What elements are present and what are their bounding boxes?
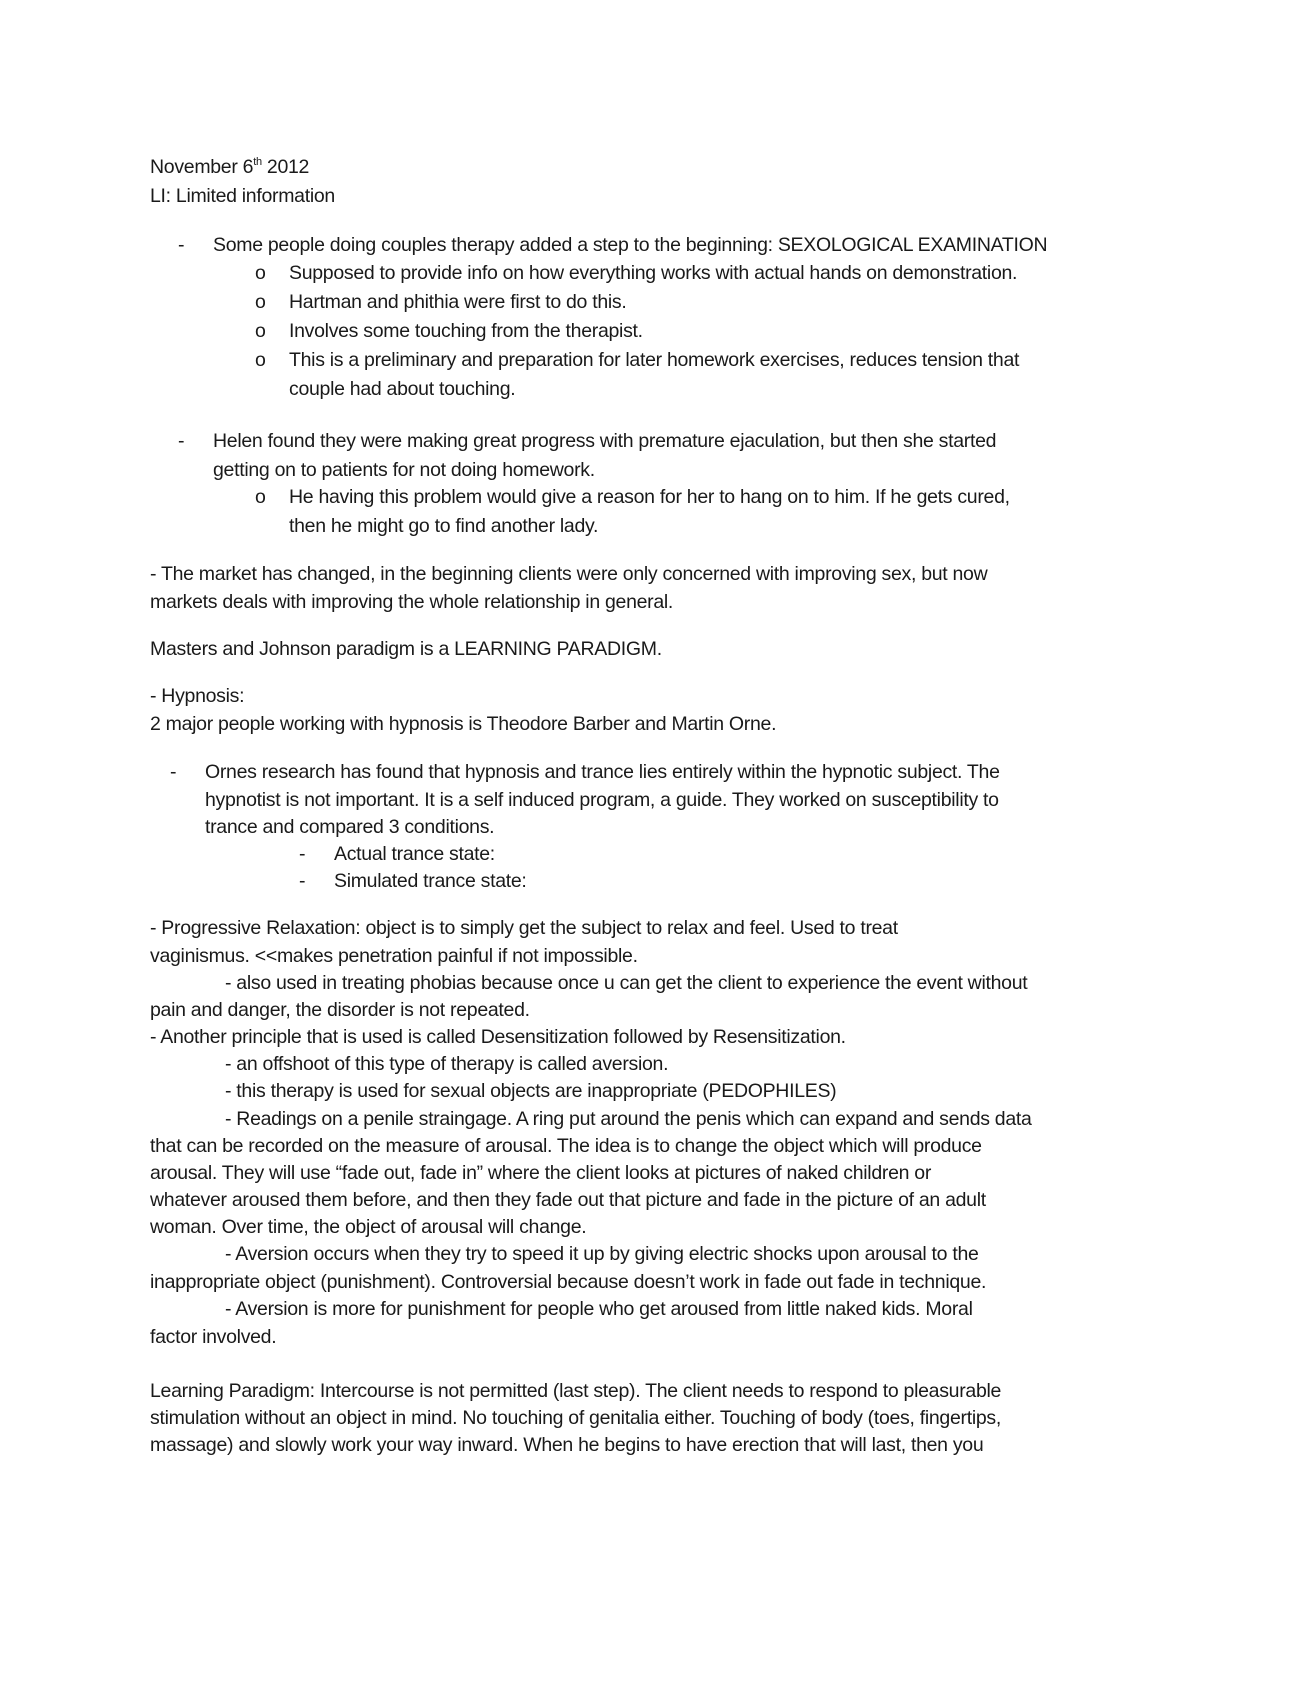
helen-line: getting on to patients for not doing homework. [213,459,595,481]
paragraph-line: inappropriate object (punishment). Controversial because doesn’t work in fade out fade in technique. [150,1271,987,1293]
paragraph-line: - Aversion is more for punishment for people who get aroused from little naked kids. Moral [225,1298,973,1320]
paragraph-line: vaginismus. <<makes penetration painful if not impossible. [150,945,638,967]
sexological-exam-line: Some people doing couples therapy added a step to the beginning: SEXOLOGICAL EXAMINATION [213,234,1048,256]
circle-bullet: o [255,262,266,284]
paragraph-line: - Progressive Relaxation: object is to simply get the subject to relax and feel. Used to treat [150,917,898,939]
date-superscript: th [253,156,262,168]
dash-bullet: - [178,234,185,256]
date-text: November 6 [150,156,254,178]
circle-bullet: o [255,291,266,313]
paragraph-line: - this therapy is used for sexual objects are inappropriate (PEDOPHILES) [225,1080,837,1102]
paragraph-line: markets deals with improving the whole relationship in general. [150,591,674,613]
ornes-line: hypnotist is not important. It is a self induced program, a guide. They worked on susceptibility to [205,789,999,811]
sub-bullet-text: Supposed to provide info on how everything works with actual hands on demonstration. [289,262,1018,284]
hypnosis-heading: - Hypnosis: [150,685,245,707]
paragraph-line: - Another principle that is used is called Desensitization followed by Resensitization. [150,1026,846,1048]
paragraph-line: that can be recorded on the measure of arousal. The idea is to change the object which will produce [150,1135,982,1157]
dash-bullet: - [299,843,306,865]
paragraph-line: - an offshoot of this type of therapy is called aversion. [225,1053,669,1075]
sub-bullet-text: Involves some touching from the therapist. [289,320,643,342]
paragraph-line: factor involved. [150,1326,277,1348]
paragraph-line: 2 major people working with hypnosis is Theodore Barber and Martin Orne. [150,713,777,735]
sub-bullet-text: He having this problem would give a reason for her to hang on to him. If he gets cured, [289,486,1010,508]
dash-bullet: - [178,430,185,452]
sub-bullet-text: then he might go to find another lady. [289,515,599,537]
sub-bullet-text: This is a preliminary and preparation for later homework exercises, reduces tension that [289,349,1020,371]
paragraph-line: Learning Paradigm: Intercourse is not permitted (last step). The client needs to respond to pleasurable [150,1380,1002,1402]
ornes-line: Ornes research has found that hypnosis and trance lies entirely within the hypnotic subject. The [205,761,1000,783]
condition-text: Simulated trance state: [334,870,527,892]
sub-bullet-text: Hartman and phithia were first to do this. [289,291,627,313]
li-line: LI: Limited information [150,185,335,207]
date-line [150,153,309,181]
paragraph-line: Masters and Johnson paradigm is a LEARNING PARADIGM. [150,638,662,660]
circle-bullet: o [255,349,266,371]
paragraph-line: massage) and slowly work your way inward. When he begins to have erection that will last, then you [150,1434,984,1456]
paragraph-line: woman. Over time, the object of arousal will change. [150,1216,587,1238]
paragraph-line: arousal. They will use “fade out, fade in” where the client looks at pictures of naked children or [150,1162,932,1184]
circle-bullet: o [255,320,266,342]
paragraph-line: pain and danger, the disorder is not repeated. [150,999,530,1021]
ornes-line: trance and compared 3 conditions. [205,816,495,838]
paragraph-line: - also used in treating phobias because once u can get the client to experience the event without [225,972,1028,994]
paragraph-line: whatever aroused them before, and then they fade out that picture and fade in the picture of an adult [150,1189,986,1211]
sub-bullet-text: couple had about touching. [289,378,516,400]
dash-bullet: - [170,761,177,783]
paragraph-line: stimulation without an object in mind. No touching of genitalia either. Touching of body (toes, fingertips, [150,1407,1001,1429]
date-year: 2012 [261,156,310,178]
condition-text: Actual trance state: [334,843,495,865]
paragraph-line: - Aversion occurs when they try to speed it up by giving electric shocks upon arousal to the [225,1243,979,1265]
helen-line: Helen found they were making great progress with premature ejaculation, but then she started [213,430,997,452]
dash-bullet: - [299,870,306,892]
paragraph-line: - The market has changed, in the beginning clients were only concerned with improving sex, but now [150,563,988,585]
paragraph-line: - Readings on a penile straingage. A ring put around the penis which can expand and sends data [225,1108,1032,1130]
circle-bullet: o [255,486,266,508]
